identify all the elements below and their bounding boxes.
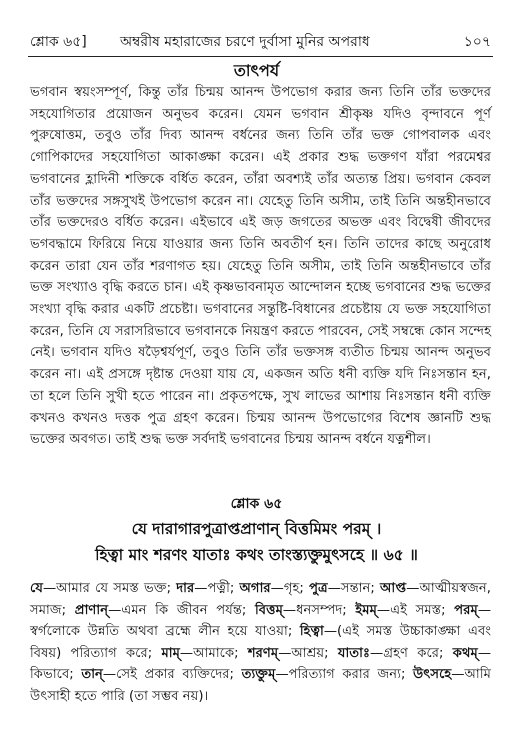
synonym-meaning: কিভাবে; (30, 667, 82, 682)
page-number: ১০৭ (463, 34, 491, 50)
synonym-word: কথম্ (452, 645, 478, 661)
synonym-meaning: (এই সমস্ত উচ্চাকাঙ্ক্ষা এবং বিষয়) পরিত্যাগ করে; (30, 624, 491, 661)
synonym-meaning: সেই প্রকার ব্যক্তিদের; (116, 667, 242, 682)
header-chapter-title: অম্বরীষ মহারাজের চরণে দুর্বাসা মুনির অপরাধ (120, 34, 370, 50)
purport-paragraph: ভগবান স্বয়ংসম্পূর্ণ, কিন্তু তাঁর চিন্ময় আনন্দ উপভোগ করার জন্য তিনি তাঁর ভক্তদের সহযোগিতার প্রয়োজন অনুভব করেন। যেমন ভগবান শ্রীকৃষ্ণ যদিও বৃন্দাবনে পূর্ণ পুরুষোত্তম, তবুও তাঁর দিব্য আনন্দ বর্ধনের জন্য তিনি তাঁর ভক্ত গোপবালক এবং গোপিকাদের সহযোগিতা আকাঙ্ক্ষা করেন। এই প্রকার শুদ্ধ ভক্তগণ যাঁরা পরমেশ্বর ভগবানের হ্লাদিনী শক্তিকে বর্ধিত করেন, তাঁরা অবশ্যই তাঁর অত্যন্ত প্রিয়। ভগবান কেবল তাঁর ভক্তদের সঙ্গসুখই উপভোগ করেন না। যেহেতু তিনি অসীম, তাই তিনি অন্তহীনভাবে তাঁর ভক্তদেরও বর্ধিত করেন। এইভাবে এই জড় জগতের অভক্ত এবং বিদ্বেষী জীবদের ভগবদ্ধামে ফিরিয়ে নিয়ে যাওয়ার জন্য তিনি অবতীর্ণ হন। তিনি তাদের কাছে অনুরোধ করেন তারা যেন তাঁর শরণাগত হয়। যেহেতু তিনি অসীম, তাই তিনি অন্তহীনভাবে তাঁর ভক্ত সংখ্যাও বৃদ্ধি করতে চান। এই কৃষ্ণভাবনামৃত আন্দোলন হচ্ছে ভগবানের শুদ্ধ ভক্তের সংখ্যা বৃদ্ধি করার একটি প্রচেষ্টা। ভগবানের সন্তুষ্টি-বিধানের প্রচেষ্টায় যে ভক্ত সহযোগিতা করেন, তিনি যে সরাসরিভাবে ভগবানকে নিয়ন্ত্রণ করতে পারবেন, সেই সম্বন্ধে কোন সন্দেহ নেই। ভগবান যদিও ষড়ৈশ্বর্যপূর্ণ, তবুও তিনি তাঁর ভক্তসঙ্গ ব্যতীত চিন্ময় আনন্দ অনুভব করেন না। এই প্রসঙ্গে দৃষ্টান্ত দেওয়া যায় যে, একজন অতি ধনী ব্যক্তি যদি নিঃসন্তান হন, তা হলে তিনি সুখী হতে পারেন না। প্রকৃতপক্ষে, সুখ লাভের আশায় নিঃসন্তান ধনী ব্যক্তি কখনও কখনও দত্তক পুত্র গ্রহণ করেন। চিন্ময় আনন্দ উপভোগের বিশেষ জ্ঞানটি শুদ্ধ ভক্তের অবগত। তাই শুদ্ধ ভক্ত সর্বদাই ভগবানের চিন্ময় আনন্দ বর্ধনে যত্নশীল। (30, 85, 491, 448)
verse-line-2: হিত্বা মাং শরণং যাতাঃ কথং তাংস্ত্যক্তুমুৎসহে ॥ ৬৫ ॥ (95, 546, 418, 564)
synonym-word: যে (30, 581, 43, 596)
synonym-word: তান্ (81, 667, 103, 682)
word-for-word-synonyms (30, 578, 491, 707)
synonym-meaning: এমন কি জীবন পর্যন্ত; (121, 602, 256, 618)
header-rule (28, 56, 493, 57)
synonym-word: পুত্র (309, 581, 328, 596)
synonym-meaning: পরিত্যাগ করার জন্য; (288, 667, 414, 682)
synonym-word: উৎসহে (413, 667, 452, 682)
synonym-meaning: আশ্রয়; (291, 645, 338, 661)
synonym-meaning: স্বর্গলোকে উন্নতি অথবা ব্রহ্মে লীন হয়ে যাওয়া; (30, 624, 300, 639)
synonym-word: প্রাণান্ (74, 602, 109, 618)
synonym-meaning: পত্নী; (207, 581, 240, 596)
synonym-meaning: গৃহ; (283, 581, 310, 596)
synonym-meaning: গ্রহণ করে; (383, 645, 453, 661)
synonym-word: শরণম্ (247, 645, 279, 661)
purport-body (30, 82, 491, 451)
synonym-word: দার (176, 581, 195, 596)
synonym-word: অগার (239, 581, 271, 596)
synonym-word: ইমম্ (355, 602, 377, 618)
verse-heading: শ্লোক ৬৫ (230, 496, 283, 512)
synonym-meaning: আমাকে; (193, 645, 248, 661)
synonym-meaning: এই সমস্ত; (390, 602, 455, 618)
synonyms-paragraph: যে—আমার যে সমস্ত ভক্ত; দার—পত্নী; অগার—গৃহ; পুত্র—সন্তান; আপ্ত—আত্মীয়স্বজন, সমাজ; প্রাণান্—এমন কি জীবন পর্যন্ত; বিত্তম্—ধনসম্পদ; ইমম্—এই সমস্ত; পরম্—স্বর্গলোকে উন্নতি অথবা ব্রহ্মে লীন হয়ে যাওয়া; হিত্বা—(এই সমস্ত উচ্চাকাঙ্ক্ষা এবং বিষয়) পরিত্যাগ করে; মাম্—আমাকে; শরণম্—আশ্রয়; যাতাঃ—গ্রহণ করে; কথম্—কিভাবে; তান্—সেই প্রকার ব্যক্তিদের; ত্যক্তুম্—পরিত্যাগ করার জন্য; উৎসহে—আমি উৎসাহী হতে পারি (তা সম্ভব নয়)। (30, 581, 491, 704)
synonym-meaning: আত্মীয়স্বজন, সমাজ; (30, 581, 491, 618)
synonym-word: বিত্তম্ (255, 602, 283, 618)
synonym-word: হিত্বা (299, 624, 324, 639)
synonym-word: মাম্ (161, 645, 180, 661)
synonym-meaning: আমি উৎসাহী হতে পারি (তা সম্ভব নয়)। (30, 667, 491, 704)
synonym-meaning: আমার যে সমস্ত ভক্ত; (56, 581, 177, 596)
verse-line-1: যে দারাগারপুত্রাপ্তপ্রাণান্ বিত্তমিমং পরম্ । (131, 520, 382, 538)
synonym-word: ত্যক্তুম্ (241, 667, 276, 682)
synonym-word: আপ্ত (380, 581, 407, 596)
synonym-meaning: ধনসম্পদ; (296, 602, 356, 618)
synonym-word: পরম্ (454, 602, 478, 618)
header-verse-ref: শ্লোক ৬৫] (30, 34, 87, 50)
purport-heading: তাৎপর্য (233, 61, 280, 80)
verse-text (40, 516, 473, 568)
synonym-meaning: সন্তান; (340, 581, 381, 596)
synonym-word: যাতাঃ (337, 645, 371, 661)
running-header (30, 32, 491, 52)
